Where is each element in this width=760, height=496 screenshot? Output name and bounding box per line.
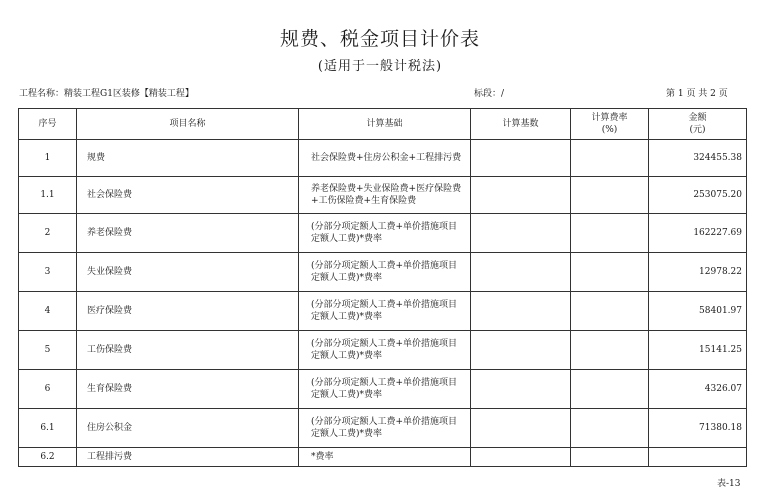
header-rate-line2: (%) [601, 125, 618, 135]
row-base [471, 214, 571, 253]
row-base [471, 177, 571, 214]
row-base [471, 331, 571, 370]
row-basis: (分部分项定额人工费+单价措施项目定额人工费)*费率 [299, 292, 471, 331]
table-row [19, 177, 747, 214]
row-amount: 324455.38 [649, 140, 747, 177]
row-no: 5 [19, 331, 77, 370]
row-base [471, 140, 571, 177]
row-amount: 58401.97 [649, 292, 747, 331]
header-rate-line1: 计算费率 [591, 113, 628, 123]
row-rate [571, 370, 649, 409]
row-amount: 15141.25 [649, 331, 747, 370]
row-rate [571, 214, 649, 253]
header-rate [571, 109, 649, 140]
table-row [19, 409, 747, 448]
row-basis: (分部分项定额人工费+单价措施项目定额人工费)*费率 [299, 214, 471, 253]
row-no: 6 [19, 370, 77, 409]
fee-table [18, 108, 747, 467]
row-name: 工程排污费 [77, 448, 299, 467]
header-amount-line1: 金额 [688, 113, 707, 123]
row-name: 社会保险费 [77, 177, 299, 214]
row-base [471, 448, 571, 467]
page-title: 规费、税金项目计价表 [279, 28, 480, 50]
row-base [471, 409, 571, 448]
table-row [19, 448, 747, 467]
table-row [19, 292, 747, 331]
row-rate [571, 331, 649, 370]
row-basis: (分部分项定额人工费+单价措施项目定额人工费)*费率 [299, 370, 471, 409]
row-no: 3 [19, 253, 77, 292]
row-no: 4 [19, 292, 77, 331]
row-amount: 71380.18 [649, 409, 747, 448]
header-name: 项目名称 [77, 109, 299, 140]
table-row [19, 253, 747, 292]
row-no: 6.2 [19, 448, 77, 467]
row-name: 失业保险费 [77, 253, 299, 292]
row-name: 生育保险费 [77, 370, 299, 409]
row-amount: 12978.22 [649, 253, 747, 292]
table-row [19, 370, 747, 409]
header-basis: 计算基础 [299, 109, 471, 140]
row-name: 规费 [77, 140, 299, 177]
row-name: 住房公积金 [77, 409, 299, 448]
row-rate [571, 448, 649, 467]
table-body [19, 140, 747, 467]
row-rate [571, 177, 649, 214]
header-base: 计算基数 [471, 109, 571, 140]
row-amount [649, 448, 747, 467]
row-name: 医疗保险费 [77, 292, 299, 331]
page-subtitle: (适用于一般计税法) [317, 59, 443, 74]
row-base [471, 292, 571, 331]
table-row [19, 214, 747, 253]
table-number: 表-13 [717, 479, 741, 489]
row-rate [571, 140, 649, 177]
row-basis: (分部分项定额人工费+单价措施项目定额人工费)*费率 [299, 253, 471, 292]
row-no: 2 [19, 214, 77, 253]
table-header-row [19, 109, 747, 140]
header-no: 序号 [19, 109, 77, 140]
project-name: 工程名称：精装工程G1区装修【精装工程】 [19, 89, 194, 99]
row-amount: 253075.20 [649, 177, 747, 214]
row-name: 养老保险费 [77, 214, 299, 253]
row-amount: 4326.07 [649, 370, 747, 409]
row-rate [571, 292, 649, 331]
header-amount [649, 109, 747, 140]
row-rate [571, 253, 649, 292]
table-row [19, 331, 747, 370]
row-basis: 养老保险费+失业保险费+医疗保险费+工伤保险费+生育保险费 [299, 177, 471, 214]
row-base [471, 370, 571, 409]
row-base [471, 253, 571, 292]
row-amount: 162227.69 [649, 214, 747, 253]
section-label: 标段：/ [474, 89, 505, 99]
page-indicator: 第 1 页 共 2 页 [666, 89, 728, 99]
row-no: 1.1 [19, 177, 77, 214]
row-basis: 社会保险费+住房公积金+工程排污费 [299, 140, 471, 177]
row-basis: *费率 [299, 448, 471, 467]
row-basis: (分部分项定额人工费+单价措施项目定额人工费)*费率 [299, 331, 471, 370]
row-basis: (分部分项定额人工费+单价措施项目定额人工费)*费率 [299, 409, 471, 448]
row-no: 6.1 [19, 409, 77, 448]
header-amount-line2: (元) [689, 125, 706, 135]
row-rate [571, 409, 649, 448]
row-name: 工伤保险费 [77, 331, 299, 370]
row-no: 1 [19, 140, 77, 177]
table-row [19, 140, 747, 177]
